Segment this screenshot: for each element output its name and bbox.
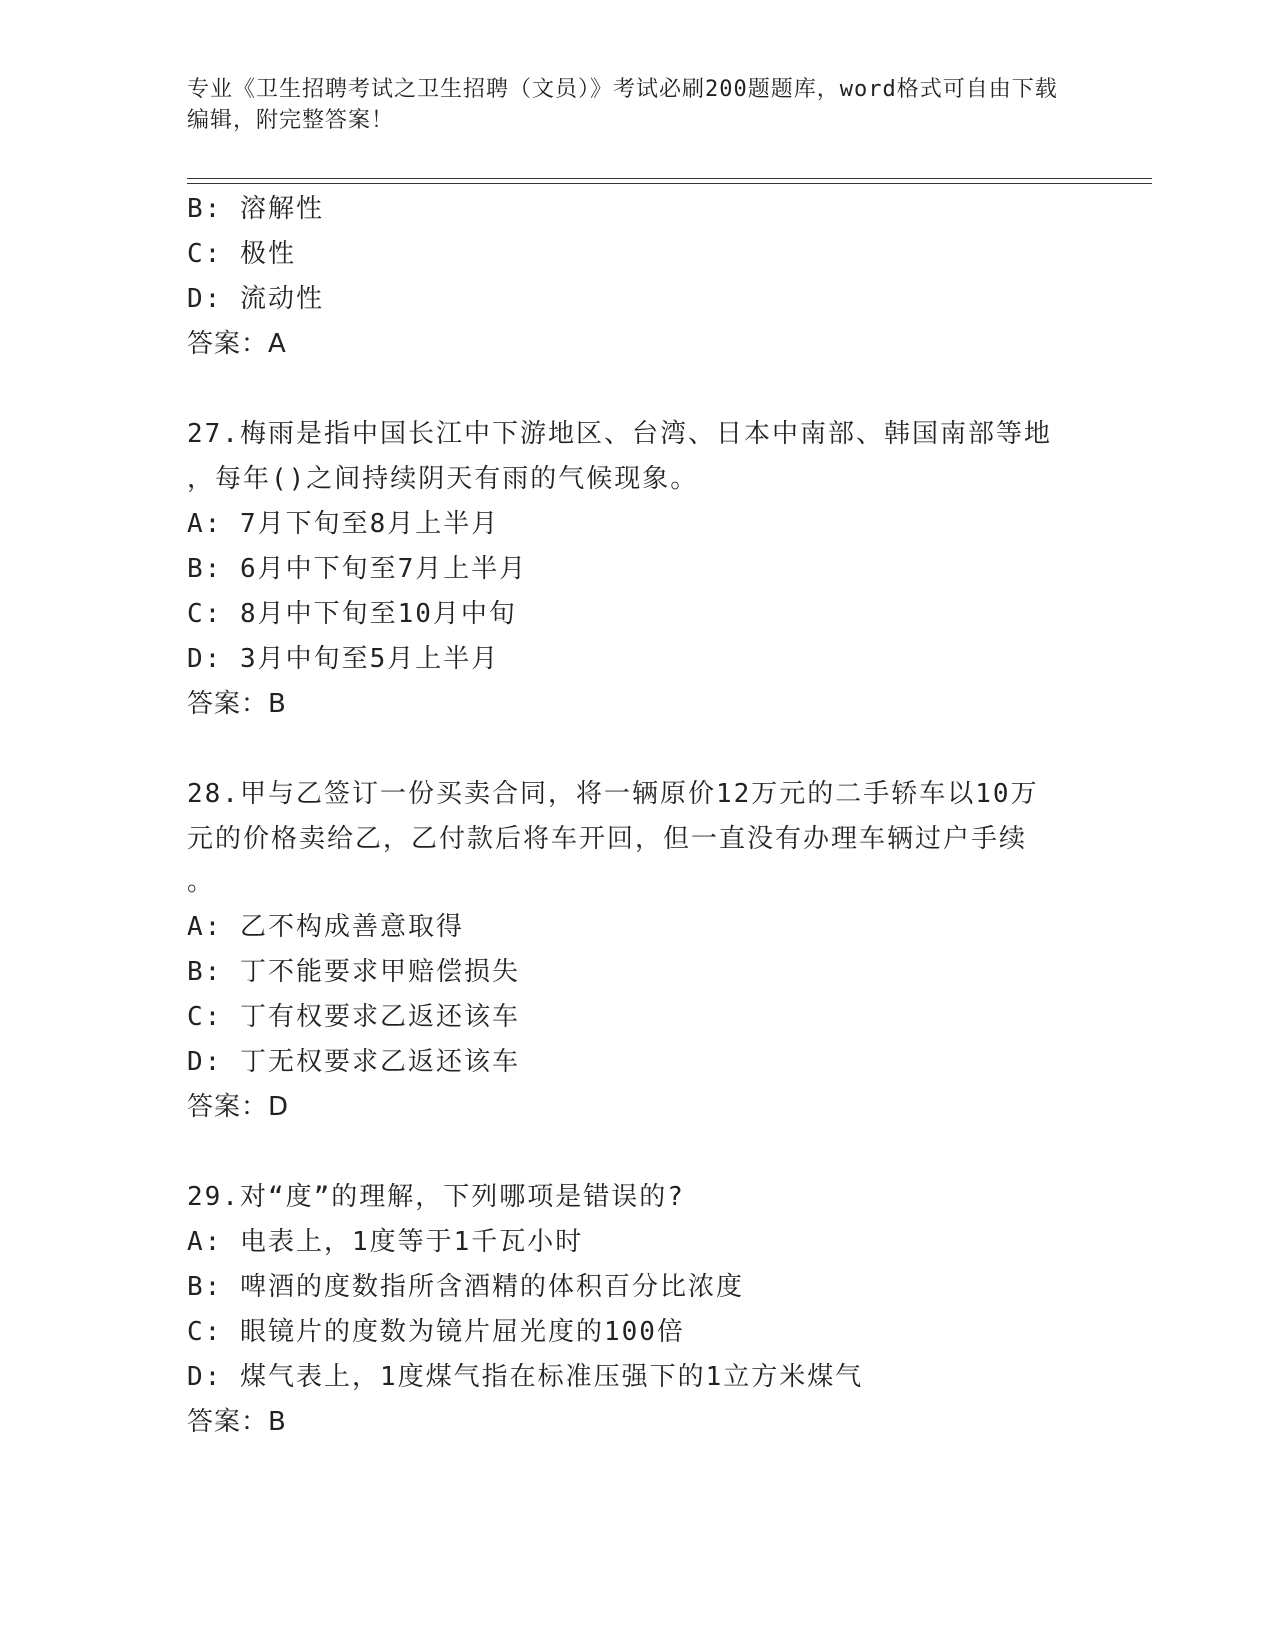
header-divider-top <box>187 178 1152 179</box>
q26-answer: 答案：A <box>187 329 287 359</box>
q27-option-b: B: 6月中下旬至7月上半月 <box>187 554 528 584</box>
q28-question-line-2: 元的价格卖给乙，乙付款后将车开回，但一直没有办理车辆过户手续 <box>187 824 1028 854</box>
q27-option-a: A: 7月下旬至8月上半月 <box>187 509 500 539</box>
q27-answer: 答案：B <box>187 689 287 719</box>
q28-question-line-1: 28.甲与乙签订一份买卖合同，将一辆原价12万元的二手轿车以10万 <box>187 779 1039 809</box>
q29-option-a: A: 电表上，1度等于1千瓦小时 <box>187 1227 584 1257</box>
q28-answer: 答案：D <box>187 1092 290 1122</box>
q28-option-b: B: 丁不能要求甲赔偿损失 <box>187 957 520 987</box>
q28-option-a: A: 乙不构成善意取得 <box>187 912 464 942</box>
q28-option-c: C: 丁有权要求乙返还该车 <box>187 1002 520 1032</box>
document-header: 专业《卫生招聘考试之卫生招聘（文员）》考试必刷200题题库，word格式可自由下载编辑，附完整答案！ <box>187 77 1058 133</box>
q26-option-b: B: 溶解性 <box>187 194 324 224</box>
q26-option-c: C: 极性 <box>187 239 296 269</box>
q27-question-line-1: 27.梅雨是指中国长江中下游地区、台湾、日本中南部、韩国南部等地 <box>187 419 1052 449</box>
q28-question-line-3: 。 <box>187 867 216 897</box>
q29-question-line-1: 29.对“度”的理解，下列哪项是错误的? <box>187 1182 685 1212</box>
q29-option-c: C: 眼镜片的度数为镜片屈光度的100倍 <box>187 1317 685 1347</box>
q29-answer: 答案：B <box>187 1407 287 1437</box>
q27-question-line-2: ，每年()之间持续阴天有雨的气候现象。 <box>187 464 699 494</box>
q29-option-b: B: 啤酒的度数指所含酒精的体积百分比浓度 <box>187 1272 744 1302</box>
q27-option-d: D: 3月中旬至5月上半月 <box>187 644 500 674</box>
q26-option-d: D: 流动性 <box>187 284 324 314</box>
q29-option-d: D: 煤气表上，1度煤气指在标准压强下的1立方米煤气 <box>187 1362 864 1392</box>
header-divider-bottom <box>187 183 1152 184</box>
q28-option-d: D: 丁无权要求乙返还该车 <box>187 1047 520 1077</box>
q27-option-c: C: 8月中下旬至10月中旬 <box>187 599 517 629</box>
